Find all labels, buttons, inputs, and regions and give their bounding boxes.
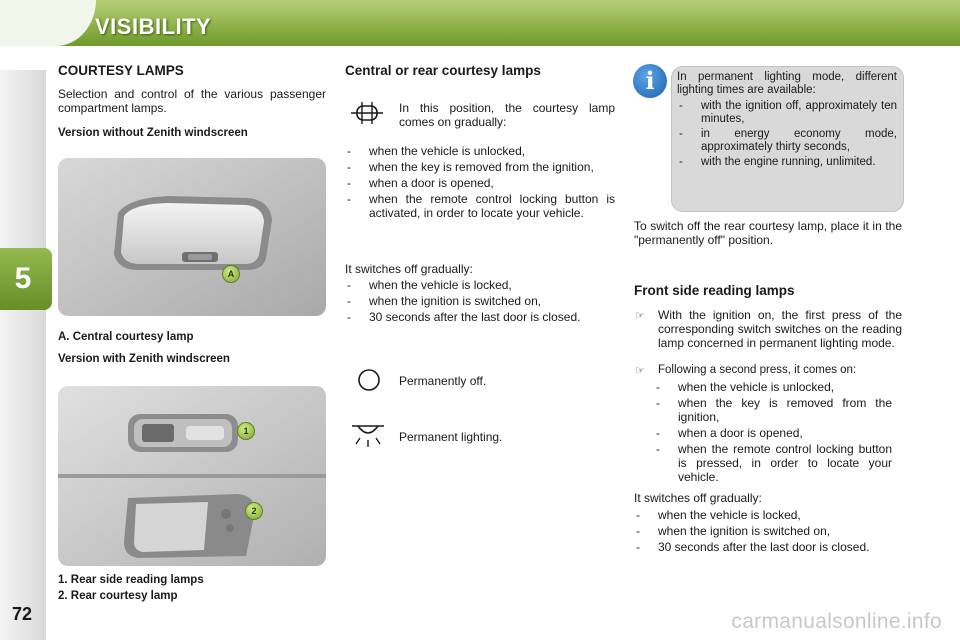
list-item: - 30 seconds after the last door is closed. bbox=[634, 540, 902, 554]
list-item: - when the key is removed from the ignition, bbox=[345, 160, 615, 174]
caption-a: A. Central courtesy lamp bbox=[58, 331, 194, 343]
list-item: - when a door is opened, bbox=[345, 176, 615, 190]
caption-2: 2. Rear courtesy lamp bbox=[58, 590, 178, 602]
central-rear-heading: Central or rear courtesy lamps bbox=[345, 63, 541, 78]
off-list bbox=[345, 278, 615, 326]
pointing-hand-icon: ☞ bbox=[635, 310, 645, 322]
list-item: - when the remote control locking button is activated, in order to locate your vehicle. bbox=[345, 192, 615, 220]
intro-text: Selection and control of the various passenger compartment lamps. bbox=[58, 87, 326, 115]
lamp-on-icon bbox=[350, 422, 386, 453]
door-mode-text: In this position, the courtesy lamp comes on gradually: bbox=[399, 101, 615, 129]
list-item: - 30 seconds after the last door is closed. bbox=[345, 310, 615, 324]
on-list bbox=[345, 144, 615, 222]
info-icon: i bbox=[633, 64, 667, 98]
list-item: - with the engine running, unlimited. bbox=[677, 156, 897, 169]
callout-1: 1 bbox=[237, 422, 255, 440]
front-paragraph-2: Following a second press, it comes on: bbox=[658, 364, 857, 376]
watermark: carmanualsonline.info bbox=[731, 610, 942, 633]
front-reading-heading: Front side reading lamps bbox=[634, 283, 795, 298]
list-item: - when the ignition is switched on, bbox=[634, 524, 902, 538]
list-item: - when the vehicle is unlocked, bbox=[345, 144, 615, 158]
info-list bbox=[677, 100, 897, 171]
front-paragraph-1: With the ignition on, the first press of the corresponding switch switches on the reading lamp concerned in permanent lighting mode. bbox=[658, 308, 902, 350]
chapter-number: 5 bbox=[14, 262, 32, 295]
list-item: - when the remote control locking button is pressed, in order to locate your vehicle. bbox=[654, 442, 892, 484]
rear-lamps-photo bbox=[58, 386, 326, 566]
switch-off-text: To switch off the rear courtesy lamp, place it in the "permanently off" position. bbox=[634, 219, 902, 247]
page-title: VISIBILITY bbox=[95, 14, 212, 39]
lamp-off-icon bbox=[356, 367, 382, 398]
courtesy-lamps-heading: COURTESY LAMPS bbox=[58, 63, 184, 78]
callout-2: 2 bbox=[245, 502, 263, 520]
list-item: - when the key is removed from the ignition, bbox=[654, 396, 892, 424]
front-list bbox=[654, 380, 892, 486]
list-item: - when the vehicle is unlocked, bbox=[654, 380, 892, 394]
caption-1: 1. Rear side reading lamps bbox=[58, 574, 204, 586]
list-item: - with the ignition off, approximately ten minutes, bbox=[677, 100, 897, 126]
version-with-label: Version with Zenith windscreen bbox=[58, 353, 230, 365]
perm-off-text: Permanently off. bbox=[399, 374, 487, 388]
list-item: - when a door is opened, bbox=[654, 426, 892, 440]
callout-a: A bbox=[222, 265, 240, 283]
central-lamp-photo bbox=[58, 158, 326, 316]
version-without-label: Version without Zenith windscreen bbox=[58, 127, 248, 139]
front-off-list bbox=[634, 508, 902, 556]
pointing-hand-icon: ☞ bbox=[635, 365, 645, 377]
list-item: - in energy economy mode, approximately thirty seconds, bbox=[677, 128, 897, 154]
door-lamp-icon bbox=[349, 100, 385, 133]
list-item: - when the vehicle is locked, bbox=[345, 278, 615, 292]
list-item: - when the ignition is switched on, bbox=[345, 294, 615, 308]
perm-on-text: Permanent lighting. bbox=[399, 430, 503, 444]
page-number: 72 bbox=[12, 604, 33, 624]
info-text: In permanent lighting mode, different lighting times are available: bbox=[677, 71, 897, 96]
front-off-intro: It switches off gradually: bbox=[634, 491, 762, 505]
side-strip bbox=[0, 70, 46, 640]
off-intro: It switches off gradually: bbox=[345, 262, 473, 276]
list-item: - when the vehicle is locked, bbox=[634, 508, 902, 522]
